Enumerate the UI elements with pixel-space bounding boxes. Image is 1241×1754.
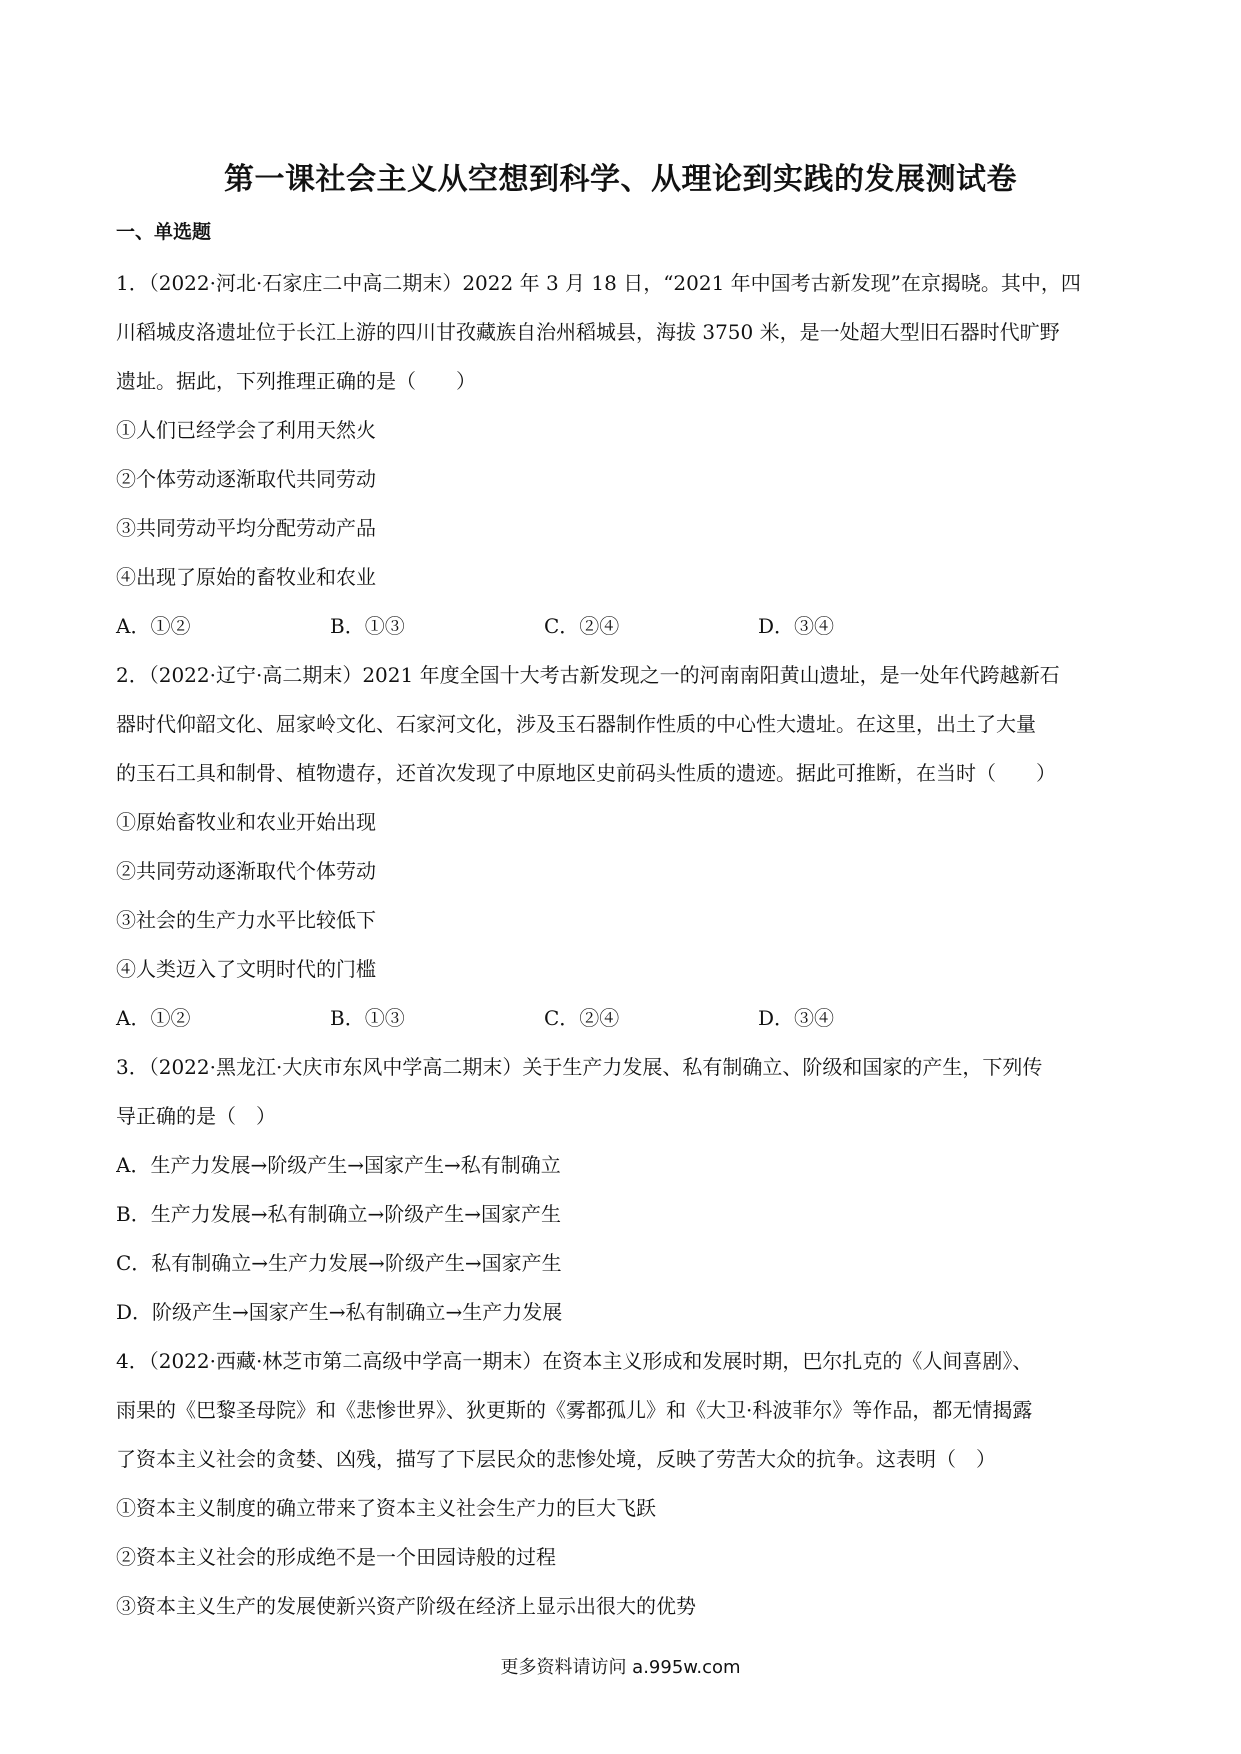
choice-c: C．②④	[544, 1006, 620, 1030]
question-4	[116, 1337, 1131, 1631]
option-d: D．阶级产生→国家产生→私有制确立→生产力发展	[116, 1300, 563, 1324]
choice-b: B．①③	[330, 1006, 405, 1030]
choice-d: D．③④	[758, 1006, 835, 1030]
choice-c: C．②④	[544, 614, 620, 638]
question-stem-line: 川稻城皮洛遗址位于长江上游的四川甘孜藏族自治州稻城县，海拔 3750 米，是一处超大型旧石器时代旷野	[116, 320, 1060, 344]
question-stem-line: 遗址。据此，下列推理正确的是（ ）	[116, 369, 476, 393]
question-1	[116, 259, 1131, 651]
answer-choices	[116, 602, 1131, 651]
question-stem-line: 1．（2022·河北·石家庄二中高二期末）2022 年 3 月 18 日，“2021 年中国考古新发现”在京揭晓。其中，四	[116, 271, 1081, 295]
option-c: C．私有制确立→生产力发展→阶级产生→国家产生	[116, 1251, 562, 1275]
statement-item: ②共同劳动逐渐取代个体劳动	[116, 859, 376, 883]
section-heading: 一、单选题	[116, 221, 212, 243]
question-stem-line: 3．（2022·黑龙江·大庆市东风中学高二期末）关于生产力发展、私有制确立、阶级和国家的产生，下列传	[116, 1055, 1043, 1079]
statement-item: ②个体劳动逐渐取代共同劳动	[116, 467, 376, 491]
choice-a: A．①②	[116, 614, 191, 638]
question-stem-line: 2．（2022·辽宁·高二期末）2021 年度全国十大考古新发现之一的河南南阳黄山遗址，是一处年代跨越新石	[116, 663, 1060, 687]
choice-a: A．①②	[116, 1006, 191, 1030]
option-b: B．生产力发展→私有制确立→阶级产生→国家产生	[116, 1202, 561, 1226]
page-title: 第一课社会主义从空想到科学、从理论到实践的发展测试卷	[224, 162, 1017, 197]
question-stem-line: 的玉石工具和制骨、植物遗存，还首次发现了中原地区史前码头性质的遗迹。据此可推断，在当时（ ）	[116, 761, 1056, 785]
statement-item: ③资本主义生产的发展使新兴资产阶级在经济上显示出很大的优势	[116, 1594, 696, 1618]
answer-choices	[116, 994, 1131, 1043]
question-stem-line: 4．（2022·西藏·林芝市第二高级中学高一期末）在资本主义形成和发展时期，巴尔扎克的《人间喜剧》、	[116, 1349, 1033, 1373]
statement-item: ①人们已经学会了利用天然火	[116, 418, 376, 442]
statement-item: ①资本主义制度的确立带来了资本主义社会生产力的巨大飞跃	[116, 1496, 656, 1520]
question-stem-line: 雨果的《巴黎圣母院》和《悲惨世界》、狄更斯的《雾都孤儿》和《大卫·科波菲尔》等作品，都无情揭露	[116, 1398, 1033, 1422]
statement-item: ④人类迈入了文明时代的门槛	[116, 957, 376, 981]
question-2	[116, 651, 1131, 1043]
choice-d: D．③④	[758, 614, 835, 638]
question-list	[116, 259, 1131, 1631]
statement-item: ③社会的生产力水平比较低下	[116, 908, 376, 932]
question-stem-line: 器时代仰韶文化、屈家岭文化、石家河文化，涉及玉石器制作性质的中心性大遗址。在这里，出土了大量	[116, 712, 1036, 736]
option-a: A．生产力发展→阶级产生→国家产生→私有制确立	[116, 1153, 561, 1177]
statement-item: ①原始畜牧业和农业开始出现	[116, 810, 376, 834]
question-3	[116, 1043, 1131, 1337]
question-stem-line: 了资本主义社会的贪婪、凶残，描写了下层民众的悲惨处境，反映了劳苦大众的抗争。这表明（ ）	[116, 1447, 996, 1471]
statement-item: ④出现了原始的畜牧业和农业	[116, 565, 376, 589]
statement-item: ③共同劳动平均分配劳动产品	[116, 516, 376, 540]
statement-item: ②资本主义社会的形成绝不是一个田园诗般的过程	[116, 1545, 556, 1569]
footer-link-text: 更多资料请访问 a.995w.com	[500, 1657, 741, 1678]
choice-b: B．①③	[330, 614, 405, 638]
question-stem-line: 导正确的是（ ）	[116, 1104, 276, 1128]
